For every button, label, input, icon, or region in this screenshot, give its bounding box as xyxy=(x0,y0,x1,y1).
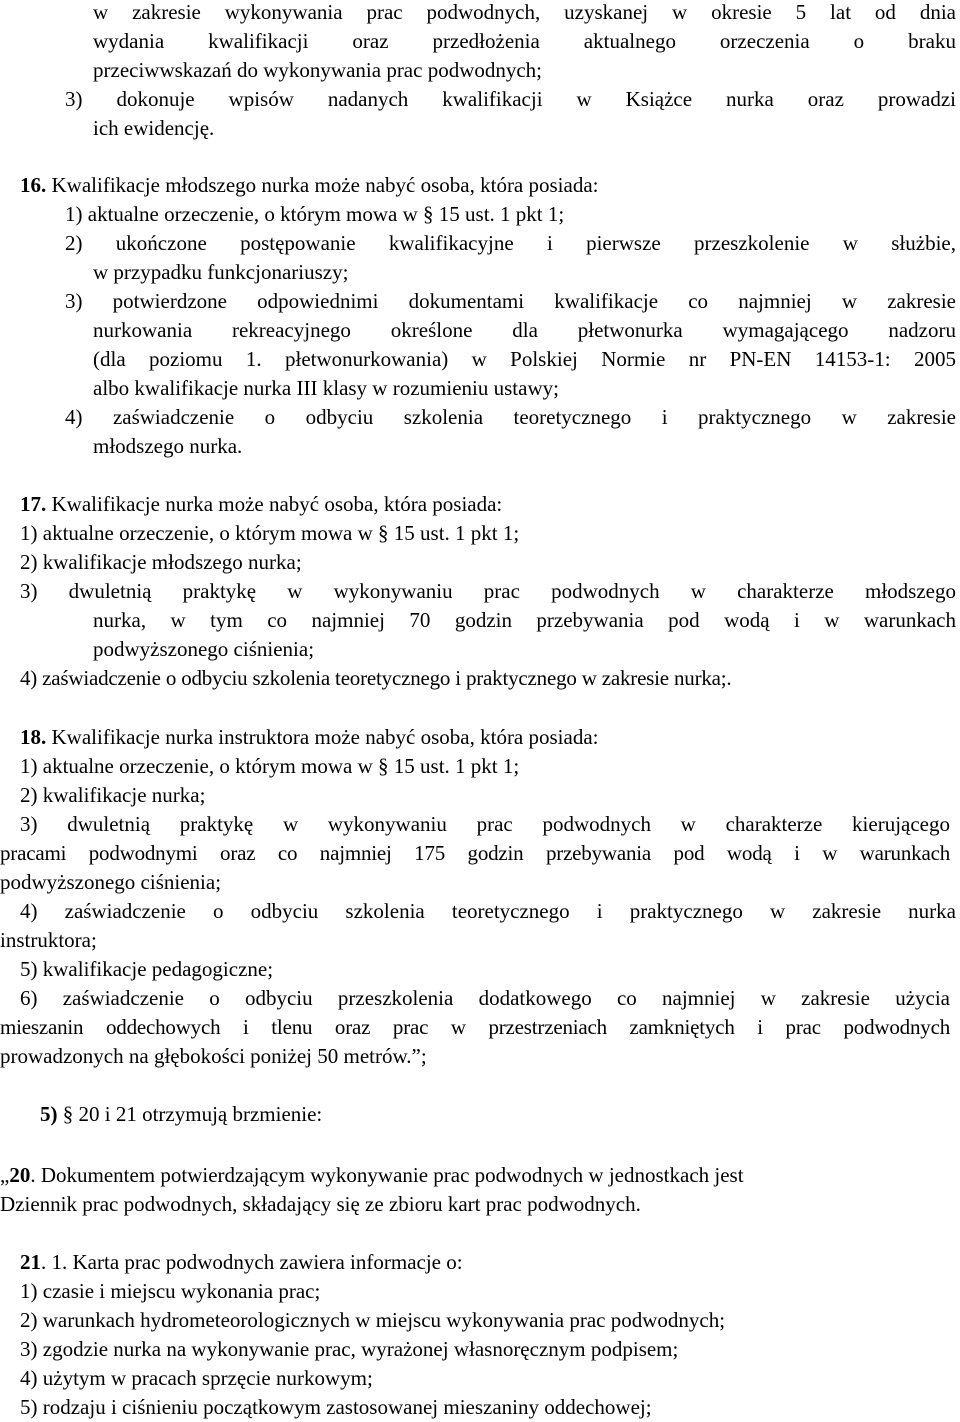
opening-quote: „ xyxy=(0,1163,10,1187)
text-line: Kwalifikacje nurka instruktora może nabyć osoba, która posiada: xyxy=(51,725,599,749)
text-line: . 1. Karta prac podwodnych zawiera informacje o: xyxy=(41,1250,463,1274)
text-line: 3) zgodzie nurka na wykonywanie prac, wyrażonej własnoręcznym podpisem; xyxy=(20,1337,679,1361)
text-line: instruktora; xyxy=(0,928,97,952)
point-5-heading xyxy=(40,1100,322,1129)
text-line: 2) warunkach hydrometeorologicznych w miejscu wykonywania prac podwodnych; xyxy=(20,1308,726,1332)
text-line: nurka, w tym co najmniej 70 godzin przebywania pod wodą i w warunkach xyxy=(93,608,956,632)
text-line: (dla poziomu 1. płetwonurkowania) w Polskiej Normie nr PN-EN 14153-1: 2005 xyxy=(93,347,956,371)
paragraph-18-heading xyxy=(20,723,598,752)
text-line: 6) zaświadczenie o odbyciu przeszkolenia dodatkowego co najmniej w zakresie użycia xyxy=(20,986,950,1010)
text-line: Kwalifikacje młodszego nurka może nabyć osoba, która posiada: xyxy=(51,173,599,197)
text-line: w zakresie wykonywania prac podwodnych, uzyskanej w okresie 5 lat od dnia xyxy=(93,0,956,24)
paragraph-number: 20 xyxy=(9,1163,31,1187)
text-line: albo kwalifikacje nurka III klasy w rozumieniu ustawy; xyxy=(93,376,559,400)
text-line: 5) kwalifikacje pedagogiczne; xyxy=(20,957,274,981)
text-line: 1) aktualne orzeczenie, o którym mowa w § 15 ust. 1 pkt 1; xyxy=(65,202,565,226)
text-line: 1) aktualne orzeczenie, o którym mowa w § 15 ust. 1 pkt 1; xyxy=(20,754,520,778)
text-line: 3) dwuletnią praktykę w wykonywaniu prac podwodnych w charakterze kierującego xyxy=(20,812,950,836)
text-line: wydania kwalifikacji oraz przedłożenia aktualnego orzeczenia o braku xyxy=(93,29,956,53)
text-line: 3) potwierdzone odpowiednimi dokumentami kwalifikacje co najmniej w zakresie xyxy=(65,289,956,313)
text-line: 4) zaświadczenie o odbyciu szkolenia teoretycznego i praktycznego w zakresie nurka xyxy=(20,899,956,923)
text-line: 2) kwalifikacje młodszego nurka; xyxy=(20,550,302,574)
text-line: 3) dokonuje wpisów nadanych kwalifikacji w Książce nurka oraz prowadzi xyxy=(65,87,956,111)
text-line: w przypadku funkcjonariuszy; xyxy=(93,260,349,284)
text-line: 2) ukończone postępowanie kwalifikacyjne i pierwsze przeszkolenie w służbie, xyxy=(65,231,956,255)
text-line: 4) użytym w pracach sprzęcie nurkowym; xyxy=(20,1366,373,1390)
text-line: . Dokumentem potwierdzającym wykonywanie prac podwodnych w jednostkach jest xyxy=(30,1163,744,1187)
text-line: nurkowania rekreacyjnego określone dla płetwonurka wymagającego nadzoru xyxy=(93,318,956,342)
text-line: 1) czasie i miejscu wykonania prac; xyxy=(20,1279,321,1303)
text-line: 3) dwuletnią praktykę w wykonywaniu prac podwodnych w charakterze młodszego xyxy=(20,579,956,603)
text-line: podwyższonego ciśnienia; xyxy=(93,637,315,661)
paragraph-16-heading xyxy=(20,171,598,200)
point-number: 5) xyxy=(40,1102,58,1126)
text-line: prowadzonych na głębokości poniżej 50 metrów.”; xyxy=(0,1044,427,1068)
paragraph-21-heading xyxy=(20,1248,463,1277)
text-line: 5) rodzaju i ciśnieniu początkowym zastosowanej mieszaniny oddechowej; xyxy=(20,1395,652,1419)
paragraph-number: 21 xyxy=(20,1250,41,1274)
paragraph-number: 18. xyxy=(20,725,47,749)
text-line: Dziennik prac podwodnych, składający się ze zbioru kart prac podwodnych. xyxy=(0,1192,641,1216)
paragraph-20-heading xyxy=(0,1161,744,1190)
paragraph-number: 17. xyxy=(20,492,47,516)
text-line: pracami podwodnymi oraz co najmniej 175 godzin przebywania pod wodą i w warunkach xyxy=(0,841,950,865)
text-line: 4) zaświadczenie o odbyciu szkolenia teoretycznego i praktycznego w zakresie xyxy=(65,405,956,429)
text-line: ich ewidencję. xyxy=(93,116,215,140)
paragraph-17-heading xyxy=(20,490,502,519)
text-line: Kwalifikacje nurka może nabyć osoba, która posiada: xyxy=(51,492,503,516)
text-line: § 20 i 21 otrzymują brzmienie: xyxy=(62,1102,323,1126)
paragraph-number: 16. xyxy=(20,173,47,197)
text-line: 1) aktualne orzeczenie, o którym mowa w § 15 ust. 1 pkt 1; xyxy=(20,521,520,545)
text-line: przeciwwskazań do wykonywania prac podwodnych; xyxy=(93,58,543,82)
text-line: podwyższonego ciśnienia; xyxy=(0,870,222,894)
text-line: 2) kwalifikacje nurka; xyxy=(20,783,206,807)
text-line: młodszego nurka. xyxy=(93,434,243,458)
text-line: 4) zaświadczenie o odbyciu szkolenia teoretycznego i praktycznego w zakresie nurka;. xyxy=(20,666,732,690)
text-line: mieszanin oddechowych i tlenu oraz prac w przestrzeniach zamkniętych i prac podwodnych xyxy=(0,1015,950,1039)
